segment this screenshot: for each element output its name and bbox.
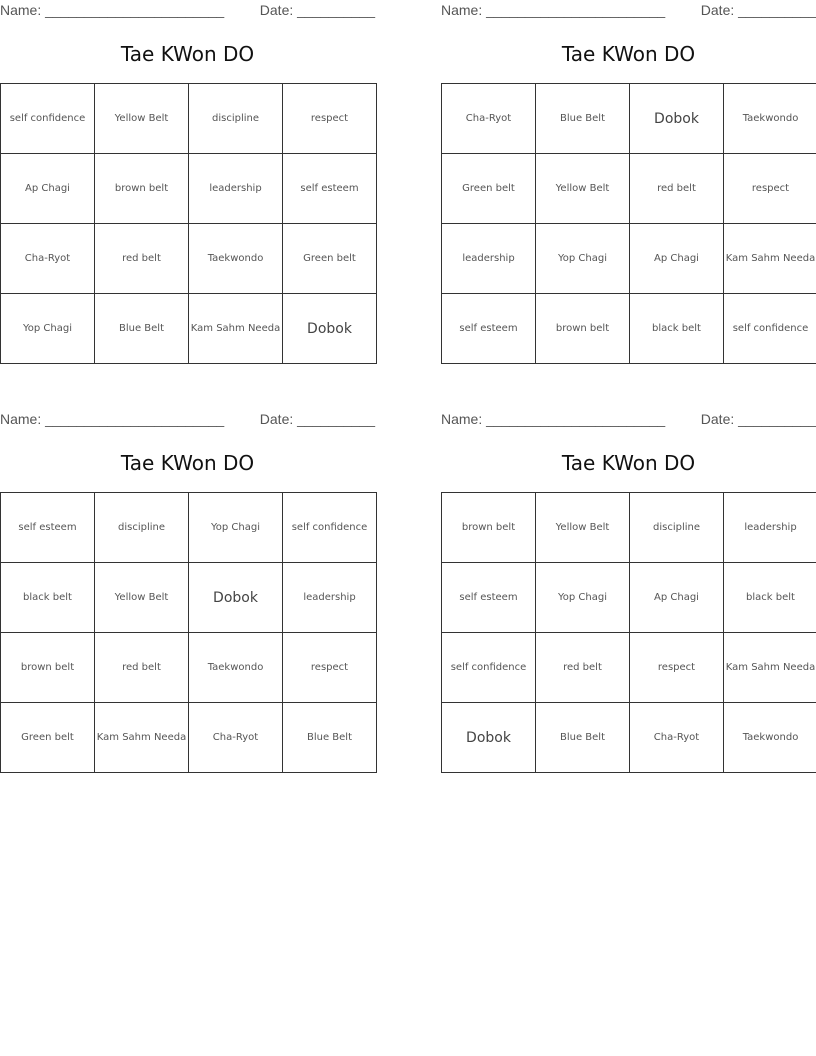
grid-cell: self confidence: [1, 84, 95, 154]
grid-row: [1, 84, 377, 154]
grid-cell: Cha-Ryot: [442, 84, 536, 154]
grid-row: [1, 294, 377, 364]
bingo-card-3: [0, 409, 375, 774]
grid-cell: Ap Chagi: [630, 224, 724, 294]
bingo-card-2: [441, 0, 816, 365]
grid-row: [442, 563, 816, 633]
grid-cell: Yop Chagi: [189, 493, 283, 563]
card-title: Tae KWon DO: [120, 42, 255, 66]
grid-cell: black belt: [1, 563, 95, 633]
grid-cell: Ap Chagi: [630, 563, 724, 633]
grid-cell: black belt: [630, 294, 724, 364]
grid-cell: Taekwondo: [724, 703, 816, 773]
grid-cell: self confidence: [283, 493, 377, 563]
grid-cell: discipline: [95, 493, 189, 563]
grid-cell: red belt: [536, 633, 630, 703]
grid-row: [1, 703, 377, 773]
card-header: [0, 411, 375, 429]
grid-cell: Green belt: [283, 224, 377, 294]
grid-row: [1, 154, 377, 224]
date-field-label: Date: __________: [700, 2, 816, 18]
name-field-label: Name: _______________________: [441, 411, 666, 427]
bingo-grid: [441, 492, 816, 773]
bingo-grid: [0, 492, 377, 773]
grid-cell-dobok: Dobok: [283, 294, 377, 364]
grid-cell-dobok: Dobok: [442, 703, 536, 773]
grid-cell: self confidence: [724, 294, 816, 364]
grid-cell: brown belt: [1, 633, 95, 703]
grid-row: [442, 633, 816, 703]
grid-row: [442, 294, 816, 364]
card-header: [0, 2, 375, 20]
grid-cell: self esteem: [442, 294, 536, 364]
grid-cell: self esteem: [442, 563, 536, 633]
name-field-label: Name: _______________________: [0, 411, 225, 427]
grid-cell: respect: [283, 633, 377, 703]
bingo-grid: [0, 83, 377, 364]
date-field-label: Date: __________: [700, 411, 816, 427]
grid-cell: red belt: [95, 224, 189, 294]
grid-cell: respect: [724, 154, 816, 224]
grid-cell: Yellow Belt: [536, 493, 630, 563]
grid-cell: Green belt: [1, 703, 95, 773]
grid-row: [1, 633, 377, 703]
bingo-card-4: [441, 409, 816, 774]
grid-row: [1, 493, 377, 563]
grid-cell: Yop Chagi: [1, 294, 95, 364]
grid-cell: Yellow Belt: [95, 563, 189, 633]
grid-cell: leadership: [442, 224, 536, 294]
grid-cell: leadership: [189, 154, 283, 224]
grid-cell: Green belt: [442, 154, 536, 224]
grid-cell-dobok: Dobok: [630, 84, 724, 154]
grid-cell: Blue Belt: [95, 294, 189, 364]
grid-cell: Cha-Ryot: [189, 703, 283, 773]
grid-cell: Taekwondo: [189, 633, 283, 703]
bingo-grid: [441, 83, 816, 364]
grid-cell: Ap Chagi: [1, 154, 95, 224]
grid-cell: black belt: [724, 563, 816, 633]
date-field-label: Date: __________: [259, 411, 375, 427]
grid-cell: Kam Sahm Needa: [724, 633, 816, 703]
grid-row: [442, 84, 816, 154]
grid-cell: Yop Chagi: [536, 224, 630, 294]
grid-cell: Blue Belt: [283, 703, 377, 773]
name-field-label: Name: _______________________: [441, 2, 666, 18]
grid-cell: self confidence: [442, 633, 536, 703]
grid-cell: Taekwondo: [189, 224, 283, 294]
grid-cell: brown belt: [95, 154, 189, 224]
card-title: Tae KWon DO: [561, 451, 696, 475]
grid-cell: red belt: [630, 154, 724, 224]
grid-cell: discipline: [189, 84, 283, 154]
grid-cell: Kam Sahm Needa: [724, 224, 816, 294]
grid-cell: Blue Belt: [536, 84, 630, 154]
grid-cell: Yellow Belt: [95, 84, 189, 154]
card-header: [441, 411, 816, 429]
grid-cell: Kam Sahm Needa: [95, 703, 189, 773]
grid-cell: brown belt: [442, 493, 536, 563]
grid-cell: self esteem: [283, 154, 377, 224]
grid-row: [442, 703, 816, 773]
grid-cell: discipline: [630, 493, 724, 563]
grid-cell: Yellow Belt: [536, 154, 630, 224]
grid-cell-dobok: Dobok: [189, 563, 283, 633]
grid-cell: self esteem: [1, 493, 95, 563]
grid-cell: Blue Belt: [536, 703, 630, 773]
date-field-label: Date: __________: [259, 2, 375, 18]
grid-cell: Taekwondo: [724, 84, 816, 154]
grid-cell: Yop Chagi: [536, 563, 630, 633]
grid-row: [442, 224, 816, 294]
grid-cell: leadership: [283, 563, 377, 633]
grid-row: [442, 493, 816, 563]
grid-cell: Kam Sahm Needa: [189, 294, 283, 364]
grid-cell: red belt: [95, 633, 189, 703]
grid-row: [442, 154, 816, 224]
grid-row: [1, 563, 377, 633]
grid-cell: respect: [283, 84, 377, 154]
bingo-card-1: [0, 0, 375, 365]
grid-row: [1, 224, 377, 294]
card-header: [441, 2, 816, 20]
name-field-label: Name: _______________________: [0, 2, 225, 18]
grid-cell: respect: [630, 633, 724, 703]
grid-cell: Cha-Ryot: [1, 224, 95, 294]
card-title: Tae KWon DO: [120, 451, 255, 475]
grid-cell: brown belt: [536, 294, 630, 364]
grid-cell: leadership: [724, 493, 816, 563]
grid-cell: Cha-Ryot: [630, 703, 724, 773]
card-title: Tae KWon DO: [561, 42, 696, 66]
